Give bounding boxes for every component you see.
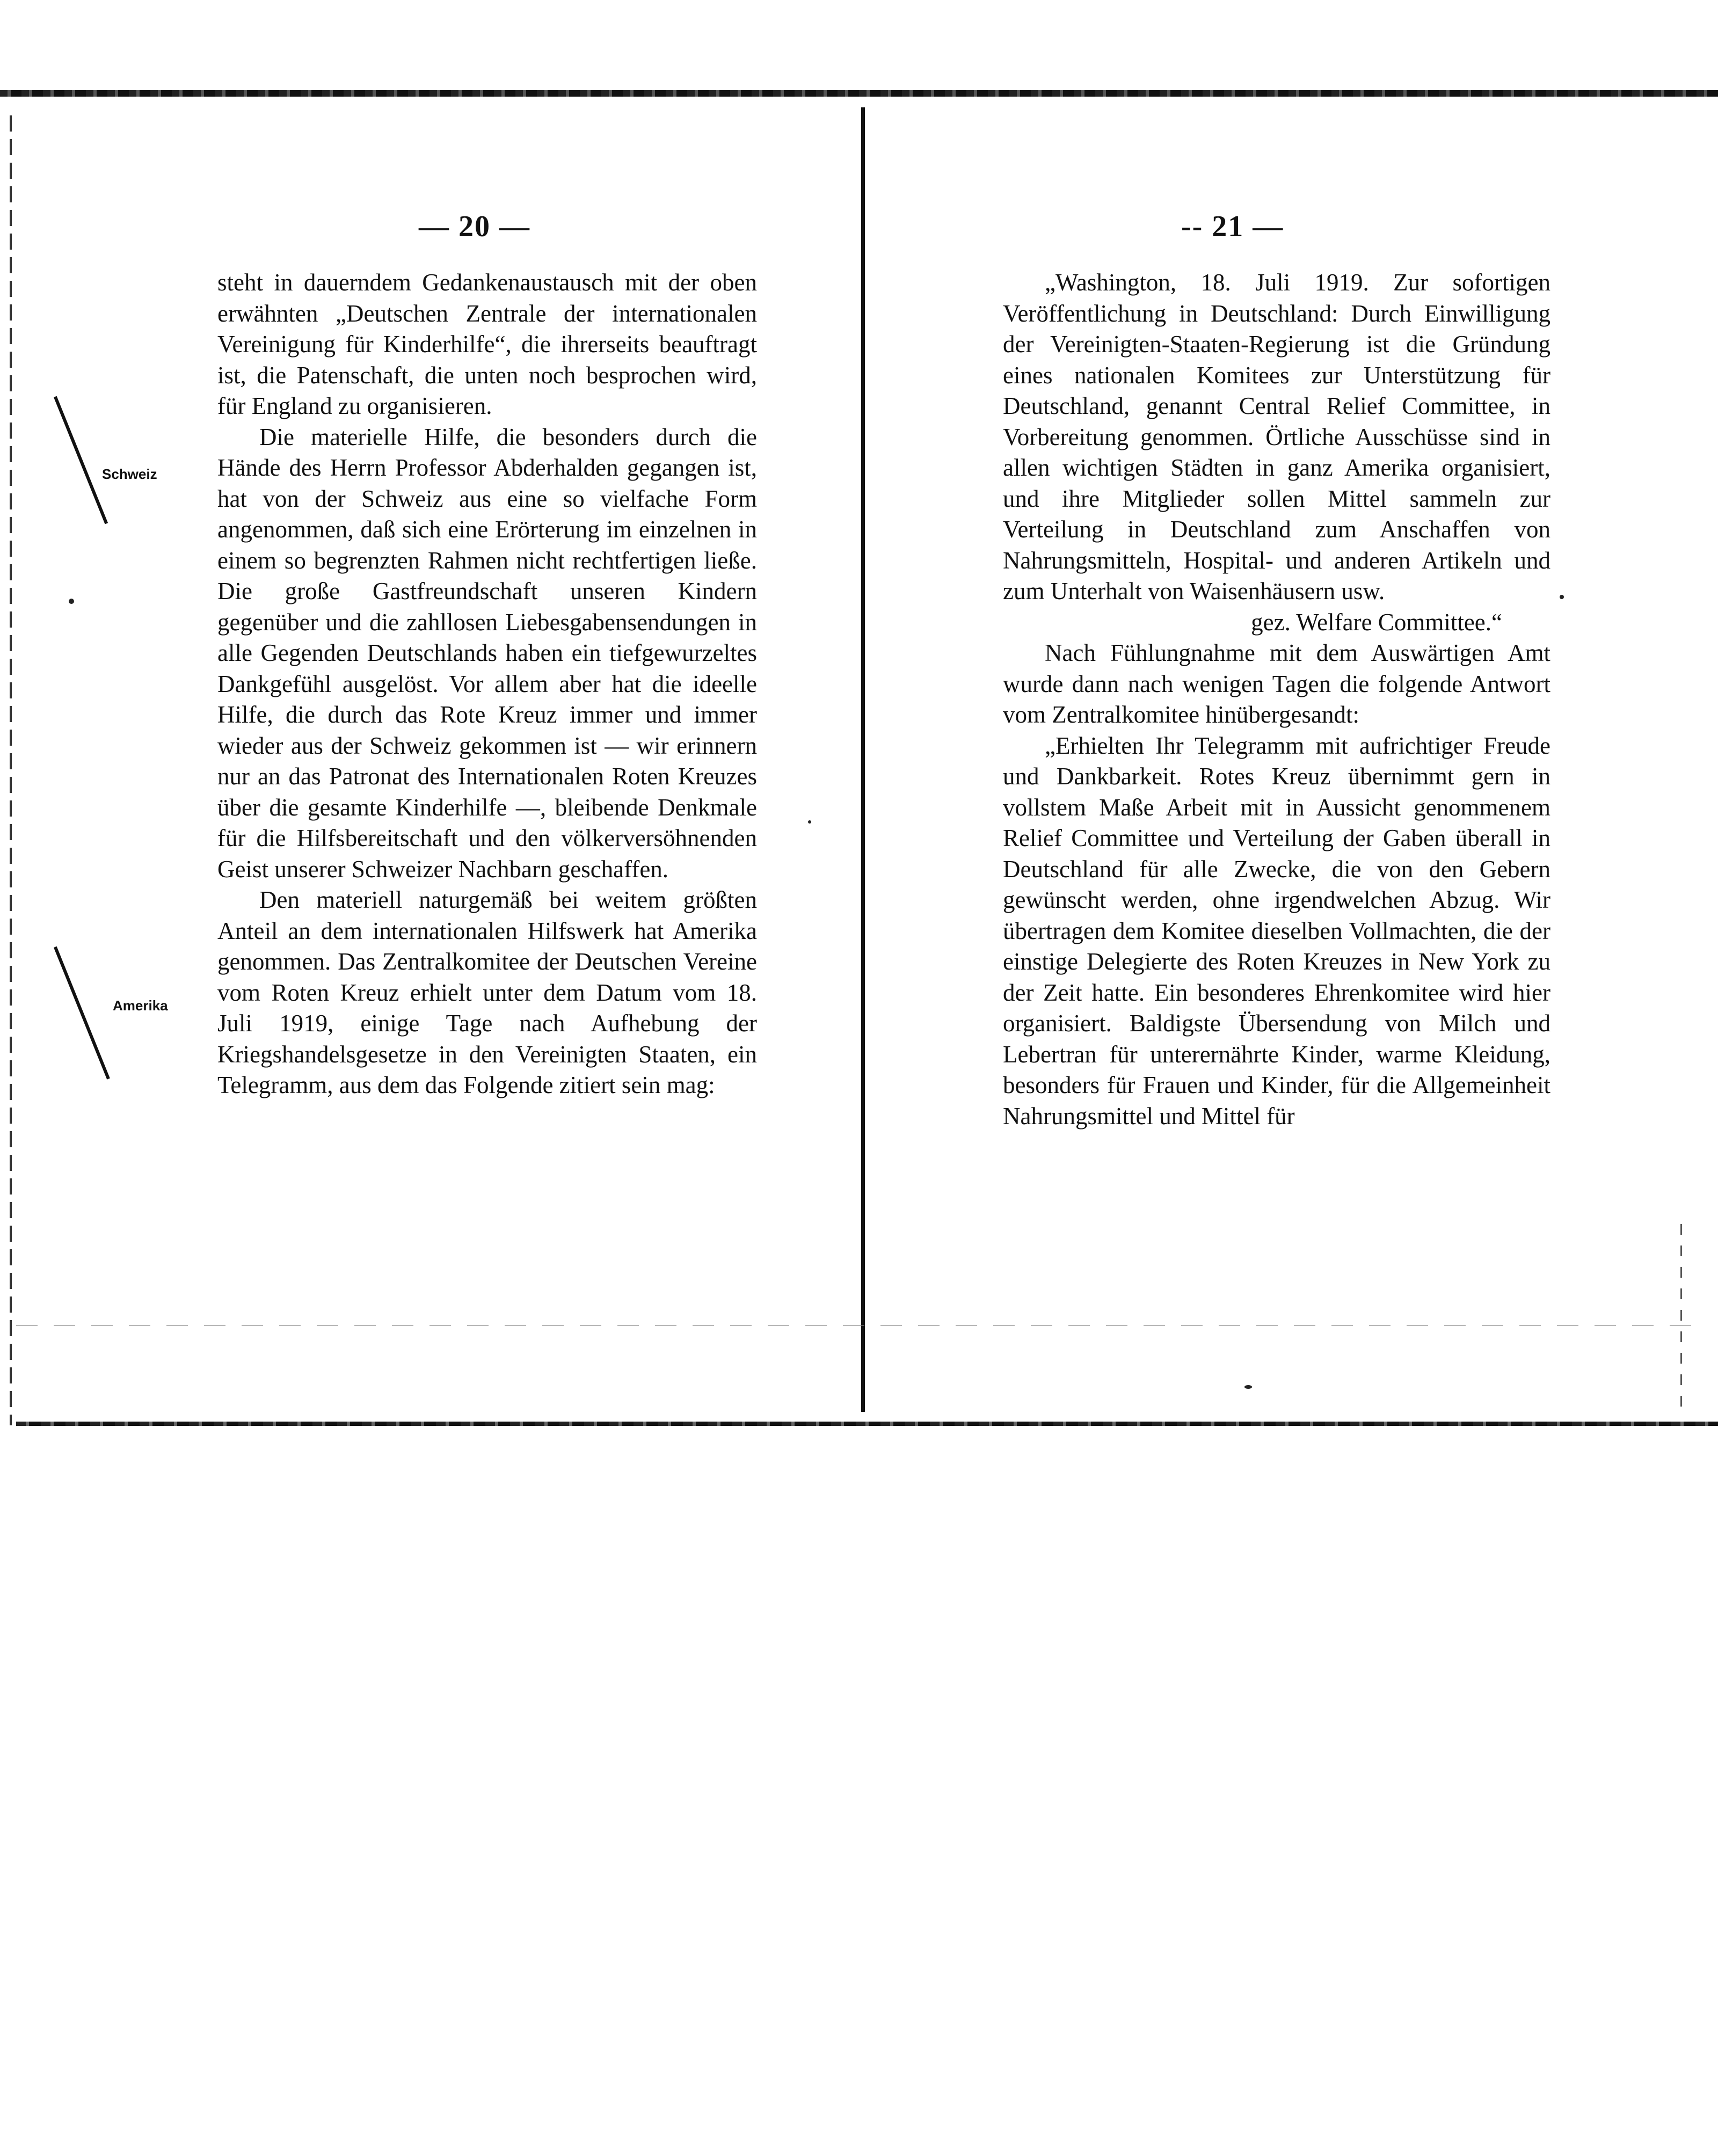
margin-bracket-schweiz [54, 396, 108, 525]
page-number-left: — 20 — [419, 210, 530, 243]
scan-border-left [10, 115, 12, 1425]
paragraph: Den materiell naturgemäß bei weitem größten Anteil an dem internationalen Hilfswerk hat Amerika genommen. Das Zentralkomitee der Deutschen Vereine vom Roten Kreuz erhielt unter dem Datum vom 18. Juli 1919, einige Tage nach Aufhebung der Kriegshandelsgesetze in den Vereinigten Staaten, ein Telegramm, aus dem das Folgende zitiert sein mag: [217, 886, 757, 1098]
margin-bracket-amerika [54, 946, 110, 1080]
scan-border-bottom [16, 1422, 1718, 1426]
paragraph: Die materielle Hilfe, die besonders durch die Hände des Herrn Professor Abderhalden gegangen ist, hat von der Schweiz aus eine so vielfache Form angenommen, daß sich eine Erörterung im einzelnen in einem so begrenzten Rahmen nicht rechtfertigen ließe. Die große Gastfreundschaft unseren Kindern gegenüber und die zahllosen Liebesgabensendungen in alle Gegenden Deutschlands haben ein tiefgewurzeltes Dankgefühl ausgelöst. Vor allem aber hat die ideelle Hilfe, die durch das Rote Kreuz immer und immer wieder aus der Schweiz gekommen ist — wir erinnern nur an das Patronat des Internationalen Roten Kreuzes über die gesamte Kinderhilfe —, bleibende Denkmale für die Hilfsbereitschaft und den völkerversöhnenden Geist unserer Schweizer Nachbarn geschaffen. [217, 423, 757, 883]
page-number-right: -- 21 — [1181, 210, 1284, 243]
signature-line: gez. Welfare Committee.“ [1251, 608, 1502, 636]
scan-speck [1560, 595, 1564, 599]
book-spine [861, 107, 865, 1412]
scan-speck [808, 820, 811, 824]
scan-border-top [0, 90, 1718, 97]
scan-border-right [1680, 1224, 1682, 1407]
paragraph: Nach Fühlungnahme mit dem Auswärtigen Amt wurde dann nach wenigen Tagen die folgende Antwort vom Zentralkomitee hinübergesandt: [1003, 639, 1550, 728]
paragraph: „Washington, 18. Juli 1919. Zur sofortigen Veröffentlichung in Deutschland: Durch Einwilligung der Vereinigten-Staaten-Regierung ist die Gründung eines nationalen Komitees zur Unterstützung für Deutschland, genannt Central Relief Committee, in Vorbereitung genommen. Örtliche Ausschüsse sind in allen wichtigen Städten in ganz Amerika organisiert, und ihre Mitglieder sollen Mittel sammeln zur Verteilung in Deutschland zum Anschaffen von Nahrungsmitteln, Hospital- und anderen Artikeln und zum Unterhalt von Waisenhäusern usw. [1003, 269, 1550, 604]
scan-fold-line [16, 1325, 1702, 1326]
left-page-text [217, 267, 757, 1101]
paragraph: steht in dauerndem Gedankenaustausch mit der oben erwähnten „Deutschen Zentrale der internationalen Vereinigung für Kinderhilfe“, die ihrerseits beauftragt ist, die Patenschaft, die unten noch besprochen wird, für England zu organisieren. [217, 269, 757, 419]
scan-speck [1244, 1385, 1252, 1389]
margin-note-schweiz: Schweiz [102, 466, 157, 482]
scan-speck [69, 599, 74, 604]
margin-note-amerika: Amerika [113, 997, 168, 1014]
right-page-text [1003, 267, 1550, 1132]
paragraph: „Erhielten Ihr Telegramm mit aufrichtiger Freude und Dankbarkeit. Rotes Kreuz übernimmt gern in vollstem Maße Arbeit mit in Aussicht genommenem Relief Committee und Verteilung der Gaben überall in Deutschland für alle Zwecke, die von den Gebern gewünscht werden, ohne irgendwelchen Abzug. Wir übertragen dem Komitee dieselben Vollmachten, die der einstige Delegierte des Roten Kreuzes in New York zu der Zeit hatte. Ein besonderes Ehrenkomitee wird hier organisiert. Baldigste Übersendung von Milch und Lebertran für unterernährte Kinder, warme Kleidung, besonders für Frauen und Kinder, für die Allgemeinheit Nahrungsmittel und Mittel für [1003, 732, 1550, 1130]
